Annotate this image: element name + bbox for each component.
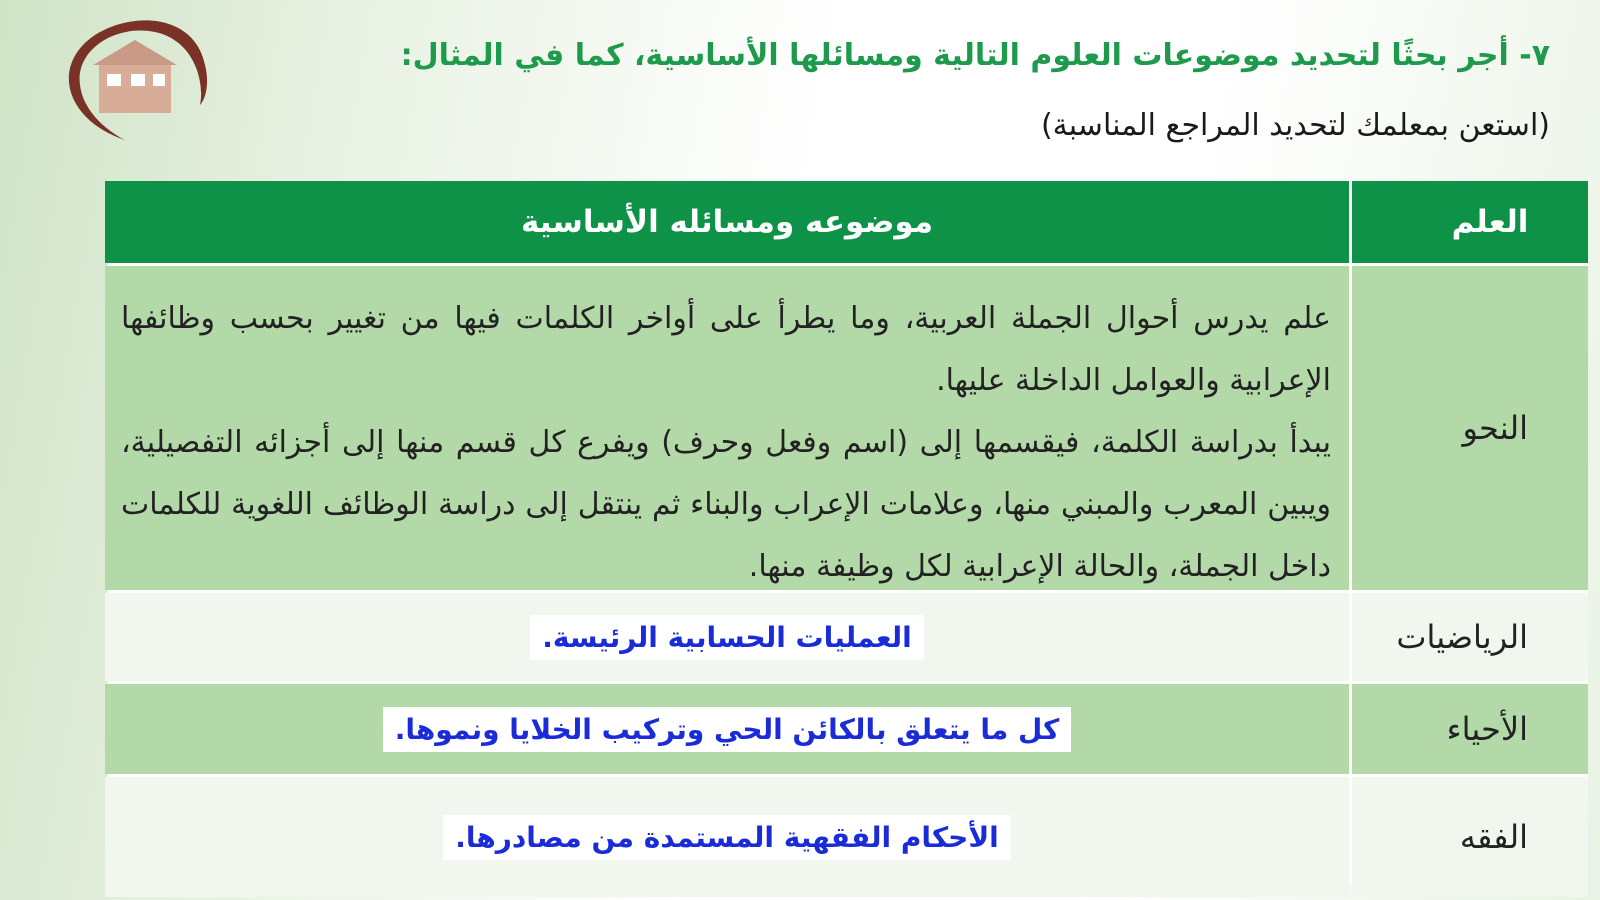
grammar-paragraph: علم يدرس أحوال الجملة العربية، وما يطرأ على أواخر الكلمات فيها من تغيير بحسب وظائفها الإعرابية والعوامل الداخلة عليها. (121, 301, 1331, 398)
row-biology-answer: كل ما يتعلق بالكائن الحي وتركيب الخلايا ونموها. (383, 707, 1072, 752)
row-fiqh-answer-cell (105, 777, 1349, 897)
row-math-science: الرياضيات (1352, 593, 1588, 681)
header-topic: موضوعه ومسائله الأساسية (105, 181, 1349, 263)
exercise-hint: (استعن بمعلمك لتحديد المراجع المناسبة) (1040, 108, 1550, 143)
exercise-heading: ٧- أجر بحثًا لتحديد موضوعات العلوم التالية ومسائلها الأساسية، كما في المثال: (400, 38, 1550, 73)
row-biology-answer-cell (105, 684, 1349, 774)
grammar-paragraph: يبدأ بدراسة الكلمة، فيقسمها إلى (اسم وفعل وحرف) ويفرع كل قسم منها إلى أجزائه التفصيلية، ويبين المعرب والمبني منها، وعلامات الإعراب والبناء ثم ينتقل إلى دراسة الوظائف اللغوية للكلمات داخل الجملة، والحالة الإعرابية لكل وظيفة منها. (121, 425, 1331, 584)
house-logo-icon (55, 10, 220, 145)
row-math-answer-cell (105, 593, 1349, 681)
row-grammar-description (105, 266, 1349, 590)
row-biology-science: الأحياء (1352, 684, 1588, 774)
row-fiqh-answer: الأحكام الفقهية المستمدة من مصادرها. (443, 815, 1011, 860)
header-science: العلم (1352, 181, 1588, 263)
row-fiqh-science: الفقه (1352, 777, 1588, 897)
row-math-answer: العمليات الحسابية الرئيسة. (530, 615, 924, 660)
row-grammar-science: النحو (1352, 266, 1588, 590)
sciences-table (108, 181, 1588, 885)
